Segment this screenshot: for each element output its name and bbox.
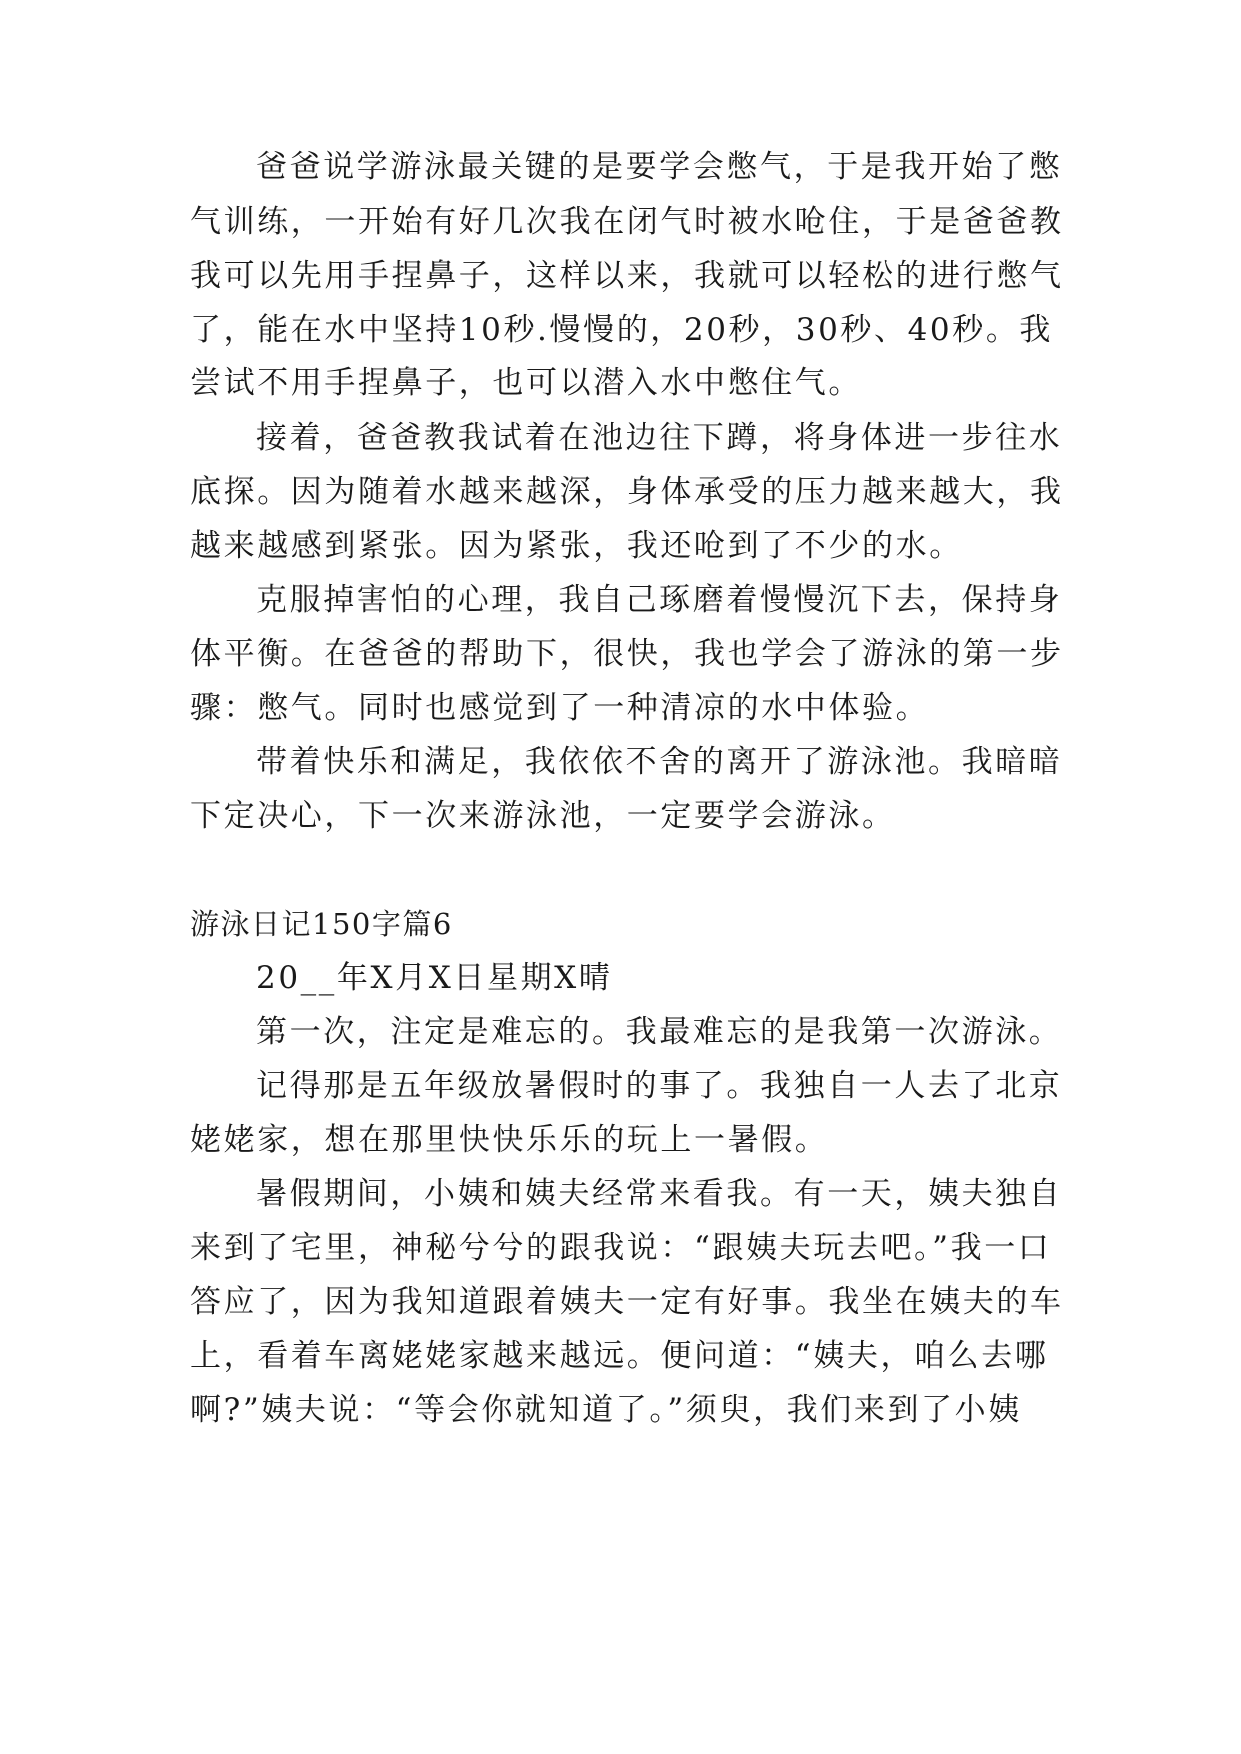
- paragraph-line: 了，能在水中坚持10秒.慢慢的，20秒，30秒、40秒。我: [190, 312, 1054, 348]
- paragraph-line: 来到了宅里，神秘兮兮的跟我说：“跟姨夫玩去吧。”我一口: [190, 1230, 1052, 1266]
- paragraph-line: 我可以先用手捏鼻子，这样以来，我就可以轻松的进行憋气: [190, 258, 1064, 294]
- paragraph-line: 越来越感到紧张。因为紧张，我还呛到了不少的水。: [190, 528, 963, 564]
- paragraph-line: 接着，爸爸教我试着在池边往下蹲，将身体进一步往水: [256, 420, 1063, 456]
- paragraph-line: 上，看着车离姥姥家越来越远。便问道：“姨夫，咱么去哪: [190, 1338, 1049, 1374]
- paragraph-line: 底探。因为随着水越来越深，身体承受的压力越来越大，我: [190, 474, 1064, 510]
- section-title: 游泳日记150字篇6: [190, 907, 453, 941]
- paragraph-line: 第一次，注定是难忘的。我最难忘的是我第一次游泳。: [256, 1014, 1063, 1050]
- paragraph-line: 尝试不用手捏鼻子，也可以潜入水中憋住气。: [190, 365, 862, 401]
- paragraph-line: 啊?”姨夫说：“等会你就知道了。”须臾，我们来到了小姨: [190, 1392, 1022, 1428]
- paragraph-line: 下定决心，下一次来游泳池，一定要学会游泳。: [190, 798, 896, 834]
- date-line: 20__年X月X日星期X晴: [256, 960, 613, 996]
- paragraph-line: 答应了，因为我知道跟着姨夫一定有好事。我坐在姨夫的车: [190, 1284, 1064, 1320]
- paragraph-line: 克服掉害怕的心理，我自己琢磨着慢慢沉下去，保持身: [256, 582, 1063, 618]
- paragraph-line: 记得那是五年级放暑假时的事了。我独自一人去了北京: [256, 1068, 1063, 1104]
- paragraph-line: 体平衡。在爸爸的帮助下，很快，我也学会了游泳的第一步: [190, 636, 1064, 672]
- paragraph-line: 暑假期间，小姨和姨夫经常来看我。有一天，姨夫独自: [256, 1176, 1063, 1212]
- paragraph-line: 姥姥家，想在那里快快乐乐的玩上一暑假。: [190, 1122, 829, 1158]
- paragraph-line: 骤：憋气。同时也感觉到了一种清凉的水中体验。: [190, 690, 930, 726]
- paragraph-line: 爸爸说学游泳最关键的是要学会憋气，于是我开始了憋: [256, 149, 1063, 185]
- paragraph-line: 带着快乐和满足，我依依不舍的离开了游泳池。我暗暗: [256, 744, 1063, 780]
- paragraph-line: 气训练，一开始有好几次我在闭气时被水呛住，于是爸爸教: [190, 204, 1064, 240]
